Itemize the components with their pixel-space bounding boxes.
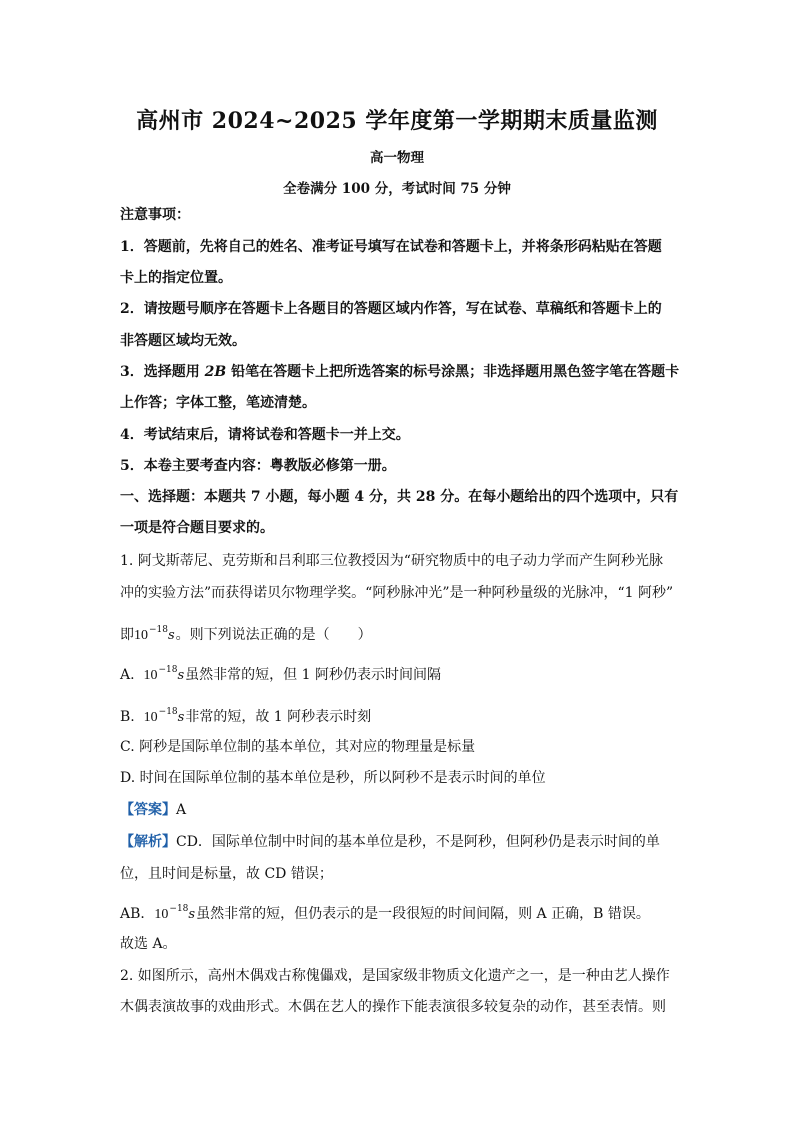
question-1-line-1: 1. 阿戈斯蒂尼、克劳斯和吕利耶三位教授因为“研究物质中的电子动力学而产生阿秒光脉 bbox=[120, 553, 663, 569]
notice-heading: 注意事项： bbox=[120, 207, 190, 223]
math-exponent: −18 bbox=[149, 625, 168, 635]
exam-title: 高州市 2024~2025 学年度第一学期期末质量监测 bbox=[136, 108, 658, 134]
question-1-line-3-prefix: 即 bbox=[120, 627, 134, 643]
answer-tag: 【答案】 bbox=[120, 802, 176, 818]
notice-item-4: 4．考试结束后，请将试卷和答题卡一并上交。 bbox=[120, 427, 410, 443]
math-unit: s bbox=[177, 710, 185, 725]
analysis-text-1: CD．国际单位制中时间的基本单位是秒，不是阿秒，但阿秒仍是表示时间的单 bbox=[176, 834, 660, 850]
option-a bbox=[120, 660, 680, 686]
question-2-line-2: 木偶表演故事的戏曲形式。木偶在艺人的操作下能表演很多较复杂的动作，甚至表情。则 bbox=[120, 999, 666, 1015]
option-b-text: 非常的短，故 1 阿秒表示时刻 bbox=[185, 709, 372, 725]
math-base: 10 bbox=[134, 628, 148, 643]
pencil-grade: 2B bbox=[204, 364, 227, 380]
math-base: 10 bbox=[154, 907, 169, 922]
option-c: C. 阿秒是国际单位制的基本单位，其对应的物理量是标量 bbox=[120, 739, 476, 755]
notice-item-5: 5．本卷主要考查内容：粤教版必修第一册。 bbox=[120, 458, 396, 474]
option-b-label: B. bbox=[120, 709, 135, 725]
math-exponent: −18 bbox=[158, 665, 178, 675]
notice-item-3-suffix: 铅笔在答题卡上把所选答案的标号涂黑；非选择题用黑色签字笔在答题卡 bbox=[226, 364, 680, 380]
math-exponent: −18 bbox=[169, 904, 189, 914]
analysis-line-2: 位，且时间是标量，故 CD 错误； bbox=[120, 866, 333, 882]
section-1-heading-line-1: 一、选择题：本题共 7 小题，每小题 4 分，共 28 分。在每小题给出的四个选项中，只有 bbox=[120, 489, 679, 505]
analysis-line-3-suffix: 虽然非常的短，但仍表示的是一段很短的时间间隔，则 A 正确，B 错误。 bbox=[196, 906, 650, 922]
notice-item-3-line-2: 上作答；字体工整，笔迹清楚。 bbox=[120, 395, 316, 411]
math-unit: s bbox=[188, 907, 196, 922]
question-1-line-3-suffix: 。则下列说法正确的是（ ） bbox=[175, 627, 372, 643]
analysis-tag: 【解析】 bbox=[120, 834, 176, 850]
notice-item-2-line-1: 2．请按题号顺序在答题卡上各题目的答题区域内作答，写在试卷、草稿纸和答题卡上的 bbox=[120, 301, 662, 317]
notice-item-1-line-1: 1．答题前，先将自己的姓名、准考证号填写在试卷和答题卡上，并将条形码粘贴在答题 bbox=[120, 239, 662, 255]
notice-item-3-line-1 bbox=[120, 362, 680, 382]
question-2-line-1: 2. 如图所示，高州木偶戏古称傀儡戏，是国家级非物质文化遗产之一，是一种由艺人操作 bbox=[120, 968, 670, 984]
analysis-line-1 bbox=[120, 832, 680, 852]
question-1-line-3 bbox=[120, 620, 680, 646]
math-exponent: −18 bbox=[158, 707, 178, 717]
exam-subject: 高一物理 bbox=[370, 150, 424, 166]
section-1-heading-line-2: 一项是符合题目要求的。 bbox=[120, 520, 274, 536]
math-base: 10 bbox=[143, 668, 158, 683]
answer-value: A bbox=[176, 802, 187, 818]
option-d: D. 时间在国际单位制的基本单位是秒，所以阿秒不是表示时间的单位 bbox=[120, 770, 546, 786]
math-unit: s bbox=[177, 668, 185, 683]
option-a-text: 虽然非常的短，但 1 阿秒仍表示时间间隔 bbox=[185, 667, 441, 683]
option-b bbox=[120, 702, 680, 728]
math-unit: s bbox=[168, 628, 175, 643]
question-1-line-2: 冲的实验方法”而获得诺贝尔物理学奖。“阿秒脉冲光”是一种阿秒量级的光脉冲，“1 阿秒” bbox=[120, 585, 674, 601]
analysis-line-3 bbox=[120, 899, 680, 925]
conclusion: 故选 A。 bbox=[120, 936, 177, 952]
option-a-label: A. bbox=[120, 667, 135, 683]
math-base: 10 bbox=[143, 710, 158, 725]
answer-row bbox=[120, 800, 680, 820]
notice-item-2-line-2: 非答题区域均无效。 bbox=[120, 333, 246, 349]
notice-item-1-line-2: 卡上的指定位置。 bbox=[120, 270, 232, 286]
analysis-line-3-prefix: AB． bbox=[120, 906, 155, 922]
notice-item-3-prefix: 3．选择题用 bbox=[120, 364, 205, 380]
exam-meta: 全卷满分 100 分，考试时间 75 分钟 bbox=[283, 181, 511, 197]
